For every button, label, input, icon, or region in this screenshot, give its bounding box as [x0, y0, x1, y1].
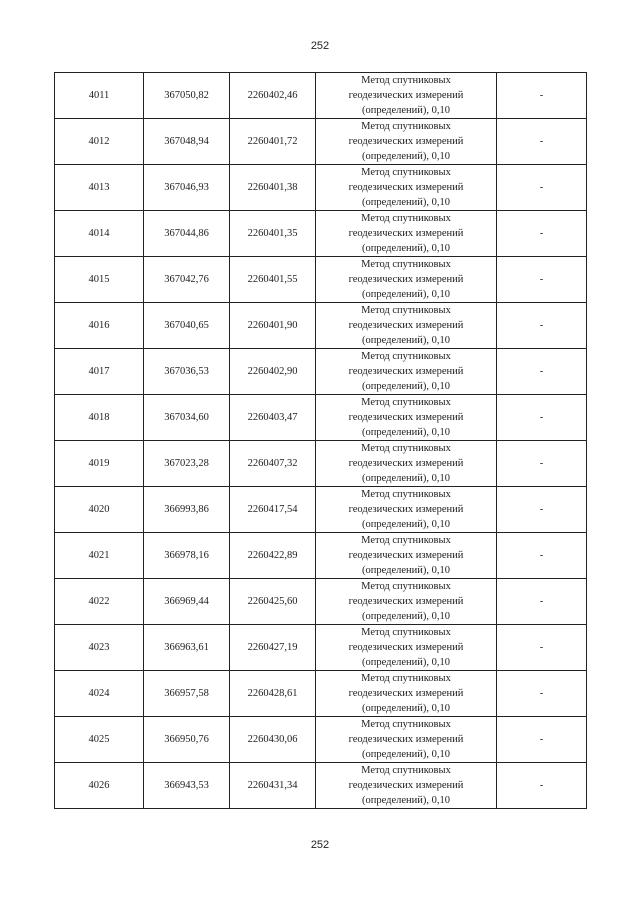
note-cell: - — [497, 165, 587, 211]
x-coordinate-cell: 366963,61 — [144, 625, 230, 671]
y-coordinate-cell: 2260403,47 — [230, 395, 316, 441]
point-id-cell: 4022 — [55, 579, 144, 625]
point-id-cell: 4011 — [55, 73, 144, 119]
method-line: геодезических измерений — [348, 780, 464, 791]
table-row — [55, 395, 587, 441]
method-line: Метод спутниковых — [361, 627, 451, 638]
table-row — [55, 349, 587, 395]
x-coordinate-cell: 367023,28 — [144, 441, 230, 487]
method-line: Метод спутниковых — [361, 581, 451, 592]
y-coordinate-cell: 2260401,72 — [230, 119, 316, 165]
method-line: (определений), 0,10 — [361, 657, 451, 668]
method-cell — [316, 671, 497, 717]
method-line: (определений), 0,10 — [361, 749, 451, 760]
x-coordinate-cell: 366993,86 — [144, 487, 230, 533]
method-line: (определений), 0,10 — [361, 381, 451, 392]
method-line: геодезических измерений — [348, 182, 464, 193]
x-coordinate-cell: 367034,60 — [144, 395, 230, 441]
method-line: (определений), 0,10 — [361, 197, 451, 208]
point-id-cell: 4012 — [55, 119, 144, 165]
table-row — [55, 533, 587, 579]
point-id-cell: 4021 — [55, 533, 144, 579]
table-row — [55, 763, 587, 809]
method-cell — [316, 395, 497, 441]
x-coordinate-cell: 366969,44 — [144, 579, 230, 625]
point-id-cell: 4025 — [55, 717, 144, 763]
y-coordinate-cell: 2260401,90 — [230, 303, 316, 349]
x-coordinate-cell: 367048,94 — [144, 119, 230, 165]
note-cell: - — [497, 395, 587, 441]
y-coordinate-cell: 2260427,19 — [230, 625, 316, 671]
table-row — [55, 211, 587, 257]
point-id-cell: 4026 — [55, 763, 144, 809]
point-id-cell: 4020 — [55, 487, 144, 533]
note-cell: - — [497, 763, 587, 809]
y-coordinate-cell: 2260402,90 — [230, 349, 316, 395]
y-coordinate-cell: 2260407,32 — [230, 441, 316, 487]
table-row — [55, 625, 587, 671]
y-coordinate-cell: 2260425,60 — [230, 579, 316, 625]
method-line: геодезических измерений — [348, 320, 464, 331]
method-line: геодезических измерений — [348, 90, 464, 101]
point-id-cell: 4015 — [55, 257, 144, 303]
method-line: (определений), 0,10 — [361, 105, 451, 116]
method-line: (определений), 0,10 — [361, 795, 451, 806]
y-coordinate-cell: 2260430,06 — [230, 717, 316, 763]
method-line: геодезических измерений — [348, 228, 464, 239]
method-cell — [316, 119, 497, 165]
point-id-cell: 4014 — [55, 211, 144, 257]
method-cell — [316, 349, 497, 395]
table-row — [55, 257, 587, 303]
table-row — [55, 73, 587, 119]
method-cell — [316, 625, 497, 671]
table-row — [55, 671, 587, 717]
y-coordinate-cell: 2260402,46 — [230, 73, 316, 119]
y-coordinate-cell: 2260401,55 — [230, 257, 316, 303]
method-cell — [316, 257, 497, 303]
y-coordinate-cell: 2260428,61 — [230, 671, 316, 717]
method-line: (определений), 0,10 — [361, 703, 451, 714]
method-line: Метод спутниковых — [361, 121, 451, 132]
method-line: Метод спутниковых — [361, 765, 451, 776]
method-line: (определений), 0,10 — [361, 565, 451, 576]
note-cell: - — [497, 671, 587, 717]
note-cell: - — [497, 487, 587, 533]
method-line: геодезических измерений — [348, 688, 464, 699]
point-id-cell: 4013 — [55, 165, 144, 211]
table-row — [55, 119, 587, 165]
method-cell — [316, 579, 497, 625]
y-coordinate-cell: 2260431,34 — [230, 763, 316, 809]
method-line: геодезических измерений — [348, 734, 464, 745]
table-row — [55, 487, 587, 533]
method-cell — [316, 533, 497, 579]
method-line: (определений), 0,10 — [361, 151, 451, 162]
x-coordinate-cell: 367042,76 — [144, 257, 230, 303]
point-id-cell: 4024 — [55, 671, 144, 717]
method-cell — [316, 303, 497, 349]
method-line: геодезических измерений — [348, 136, 464, 147]
point-id-cell: 4023 — [55, 625, 144, 671]
page-number-top: 252 — [310, 40, 330, 52]
method-line: Метод спутниковых — [361, 213, 451, 224]
x-coordinate-cell: 367040,65 — [144, 303, 230, 349]
table-row — [55, 441, 587, 487]
x-coordinate-cell: 367036,53 — [144, 349, 230, 395]
method-line: Метод спутниковых — [361, 673, 451, 684]
method-line: геодезических измерений — [348, 596, 464, 607]
method-line: (определений), 0,10 — [361, 289, 451, 300]
method-cell — [316, 211, 497, 257]
page-number-bottom: 252 — [310, 839, 330, 851]
table-row — [55, 579, 587, 625]
method-line: (определений), 0,10 — [361, 519, 451, 530]
x-coordinate-cell: 366957,58 — [144, 671, 230, 717]
point-id-cell: 4018 — [55, 395, 144, 441]
note-cell: - — [497, 579, 587, 625]
method-line: (определений), 0,10 — [361, 473, 451, 484]
x-coordinate-cell: 367050,82 — [144, 73, 230, 119]
note-cell: - — [497, 533, 587, 579]
method-line: (определений), 0,10 — [361, 611, 451, 622]
method-line: Метод спутниковых — [361, 443, 451, 454]
method-line: Метод спутниковых — [361, 167, 451, 178]
method-line: геодезических измерений — [348, 504, 464, 515]
method-line: Метод спутниковых — [361, 719, 451, 730]
y-coordinate-cell: 2260422,89 — [230, 533, 316, 579]
method-line: Метод спутниковых — [361, 259, 451, 270]
method-line: геодезических измерений — [348, 642, 464, 653]
method-line: геодезических измерений — [348, 550, 464, 561]
y-coordinate-cell: 2260417,54 — [230, 487, 316, 533]
note-cell: - — [497, 211, 587, 257]
method-line: (определений), 0,10 — [361, 243, 451, 254]
x-coordinate-cell: 367046,93 — [144, 165, 230, 211]
point-id-cell: 4019 — [55, 441, 144, 487]
coordinates-table — [54, 72, 587, 809]
method-line: Метод спутниковых — [361, 75, 451, 86]
x-coordinate-cell: 366978,16 — [144, 533, 230, 579]
method-line: геодезических измерений — [348, 366, 464, 377]
note-cell: - — [497, 303, 587, 349]
method-cell — [316, 487, 497, 533]
table-row — [55, 165, 587, 211]
method-cell — [316, 73, 497, 119]
method-line: (определений), 0,10 — [361, 335, 451, 346]
note-cell: - — [497, 119, 587, 165]
y-coordinate-cell: 2260401,35 — [230, 211, 316, 257]
point-id-cell: 4016 — [55, 303, 144, 349]
method-line: (определений), 0,10 — [361, 427, 451, 438]
note-cell: - — [497, 625, 587, 671]
note-cell: - — [497, 257, 587, 303]
method-line: Метод спутниковых — [361, 397, 451, 408]
note-cell: - — [497, 441, 587, 487]
method-line: геодезических измерений — [348, 458, 464, 469]
x-coordinate-cell: 366950,76 — [144, 717, 230, 763]
method-line: Метод спутниковых — [361, 489, 451, 500]
x-coordinate-cell: 366943,53 — [144, 763, 230, 809]
method-line: геодезических измерений — [348, 274, 464, 285]
method-cell — [316, 763, 497, 809]
method-cell — [316, 717, 497, 763]
point-id-cell: 4017 — [55, 349, 144, 395]
note-cell: - — [497, 73, 587, 119]
method-line: геодезических измерений — [348, 412, 464, 423]
method-line: Метод спутниковых — [361, 305, 451, 316]
x-coordinate-cell: 367044,86 — [144, 211, 230, 257]
note-cell: - — [497, 349, 587, 395]
coordinates-table-body — [55, 73, 587, 809]
method-line: Метод спутниковых — [361, 535, 451, 546]
y-coordinate-cell: 2260401,38 — [230, 165, 316, 211]
method-cell — [316, 165, 497, 211]
method-cell — [316, 441, 497, 487]
method-line: Метод спутниковых — [361, 351, 451, 362]
table-row — [55, 717, 587, 763]
note-cell: - — [497, 717, 587, 763]
table-row — [55, 303, 587, 349]
